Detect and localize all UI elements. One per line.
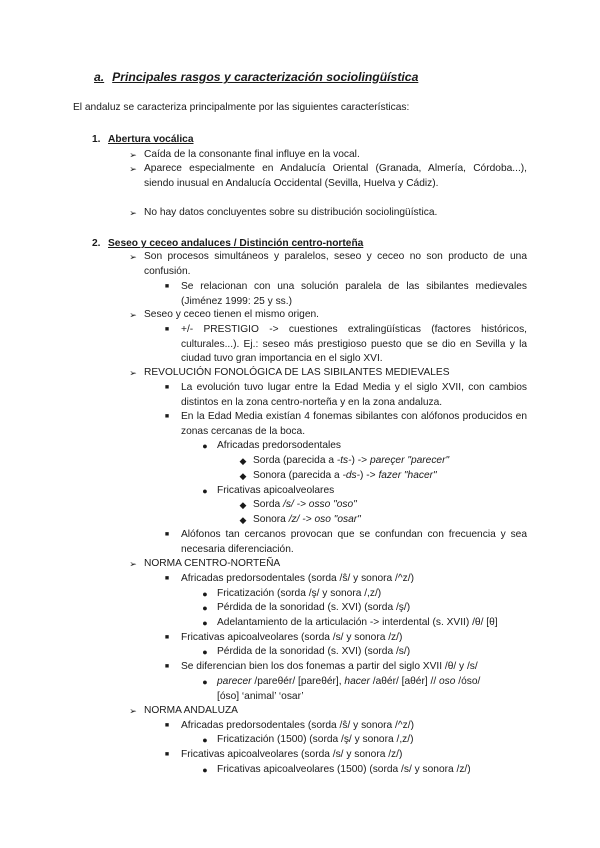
arrow-bullet-icon: ➢ bbox=[129, 368, 137, 378]
square-bullet-icon: ■ bbox=[164, 326, 170, 333]
square-bullet-icon: ■ bbox=[164, 413, 170, 420]
square-bullet-icon: ■ bbox=[164, 634, 170, 641]
square-bullet-icon: ■ bbox=[164, 751, 170, 758]
list-item: En la Edad Media existían 4 fonemas sibilantes con alófonos producidos en zonas cercanas de la boca. bbox=[181, 411, 527, 437]
list-item: Se relacionan con una solución paralela de las sibilantes medievales (Jiménez 1999: 25 y ss.) bbox=[181, 281, 527, 307]
dot-bullet-icon: ● bbox=[202, 441, 208, 451]
list-item: Pérdida de la sonoridad (s. XVI) (sorda /ş/) bbox=[217, 602, 411, 613]
text-run: -ts- bbox=[336, 455, 352, 466]
text-run: Sorda (parecida a bbox=[253, 455, 337, 466]
text-run: hacer bbox=[344, 676, 370, 687]
text-run: /aθér/ [aθér] // bbox=[369, 676, 439, 687]
arrow-bullet-icon: ➢ bbox=[129, 252, 137, 262]
list-item bbox=[253, 469, 437, 484]
diamond-bullet-icon: ◆ bbox=[239, 456, 247, 466]
arrow-bullet-icon: ➢ bbox=[129, 164, 137, 174]
heading-number: 1. bbox=[92, 134, 101, 145]
list-item: +/- PRESTIGIO -> cuestiones extralingüísticas (factores históricos, culturales...). Ej.: seseo más prestigioso puesto que se dio en Sevilla y la ciudad tuvo gran importancia en el siglo XVI. bbox=[181, 324, 527, 365]
text-run: pareçer "parecer" bbox=[369, 455, 450, 466]
dot-bullet-icon: ● bbox=[202, 647, 208, 657]
list-item: Aparece especialmente en Andalucía Oriental (Granada, Almería, Córdoba...), siendo inusual en Andalucía Occidental (Sevilla, Huelva y Cádiz). bbox=[144, 163, 527, 189]
arrow-bullet-icon: ➢ bbox=[129, 150, 137, 160]
text-run: oso bbox=[439, 676, 456, 687]
dot-bullet-icon: ● bbox=[202, 618, 208, 628]
list-item: Africadas predorsodentales (sorda /ŝ/ y sonora /^z/) bbox=[181, 573, 414, 584]
square-bullet-icon: ■ bbox=[164, 722, 170, 729]
diamond-bullet-icon: ◆ bbox=[239, 500, 247, 510]
text-run: Sonora (parecida a bbox=[253, 470, 343, 481]
list-item: Africadas predorsodentales bbox=[217, 440, 342, 451]
list-item: Se diferencian bien los dos fonemas a partir del siglo XVII /θ/ y /s/ bbox=[181, 661, 478, 672]
text-run: Sorda bbox=[253, 499, 284, 510]
list-item: Fricativas apicoalveolares (sorda /s/ y sonora /z/) bbox=[181, 632, 403, 643]
section-title bbox=[94, 70, 418, 85]
diamond-bullet-icon: ◆ bbox=[239, 471, 247, 481]
intro-paragraph: El andaluz se caracteriza principalmente por las siguientes características: bbox=[73, 102, 410, 113]
text-run: fazer "hacer" bbox=[378, 470, 437, 481]
list-item bbox=[253, 513, 361, 528]
text-run: ) -> bbox=[360, 470, 379, 481]
list-item: Fricativas apicoalveolares bbox=[217, 485, 335, 496]
list-item: No hay datos concluyentes sobre su distribución sociolingüística. bbox=[144, 207, 438, 218]
list-item: Africadas predorsodentales (sorda /ŝ/ y sonora /^z/) bbox=[181, 720, 414, 731]
list-item: NORMA CENTRO-NORTEÑA bbox=[144, 558, 281, 569]
dot-bullet-icon: ● bbox=[202, 765, 208, 775]
list-item: Caída de la consonante final influye en la vocal. bbox=[144, 149, 360, 160]
text-run: /z/ -> oso "osar" bbox=[288, 514, 361, 525]
square-bullet-icon: ■ bbox=[164, 283, 170, 290]
text-run: -ds- bbox=[342, 470, 361, 481]
list-item: NORMA ANDALUZA bbox=[144, 705, 238, 716]
section-title-number: a. bbox=[94, 70, 105, 84]
arrow-bullet-icon: ➢ bbox=[129, 310, 137, 320]
list-item: Seseo y ceceo tienen el mismo origen. bbox=[144, 309, 319, 320]
list-item: Fricatización (sorda /ş/ y sonora /,z/) bbox=[217, 588, 382, 599]
list-item: Adelantamiento de la articulación -> interdental (s. XVII) /θ/ [θ] bbox=[217, 617, 498, 628]
list-item: La evolución tuvo lugar entre la Edad Media y el siglo XVII, con cambios distintos en la zona centro-norteña y en la zona andaluza. bbox=[181, 382, 527, 408]
list-item: REVOLUCIÓN FONOLÓGICA DE LAS SIBILANTES MEDIEVALES bbox=[144, 367, 450, 378]
heading-number: 2. bbox=[92, 238, 101, 249]
text-run: /óso/ bbox=[455, 676, 481, 687]
text-run: /pareθér/ [pareθér], bbox=[251, 676, 345, 687]
list-item bbox=[253, 498, 357, 513]
text-run: [óso] ‘animal’ ‘osar’ bbox=[217, 690, 304, 702]
dot-bullet-icon: ● bbox=[202, 735, 208, 745]
list-item bbox=[253, 454, 449, 469]
list-item: Pérdida de la sonoridad (s. XVI) (sorda /s/) bbox=[217, 646, 411, 657]
square-bullet-icon: ■ bbox=[164, 575, 170, 582]
arrow-bullet-icon: ➢ bbox=[129, 208, 137, 218]
dot-bullet-icon: ● bbox=[202, 589, 208, 599]
text-run: /s/ -> osso "oso" bbox=[283, 499, 357, 510]
list-item: Son procesos simultáneos y paralelos, seseo y ceceo no son producto de una confusión. bbox=[144, 251, 527, 277]
list-item: Alófonos tan cercanos provocan que se confundan con frecuencia y sea necesaria diferenciación. bbox=[181, 529, 527, 555]
square-bullet-icon: ■ bbox=[164, 663, 170, 670]
square-bullet-icon: ■ bbox=[164, 384, 170, 391]
heading-text: Seseo y ceceo andaluces / Distinción centro-norteña bbox=[108, 238, 364, 249]
arrow-bullet-icon: ➢ bbox=[129, 706, 137, 716]
dot-bullet-icon: ● bbox=[202, 677, 208, 687]
list-item: Fricativas apicoalveolares (sorda /s/ y sonora /z/) bbox=[181, 749, 403, 760]
text-run: Sonora bbox=[253, 514, 289, 525]
arrow-bullet-icon: ➢ bbox=[129, 559, 137, 569]
list-item bbox=[217, 675, 529, 704]
dot-bullet-icon: ● bbox=[202, 603, 208, 613]
heading-text: Abertura vocálica bbox=[108, 134, 194, 145]
square-bullet-icon: ■ bbox=[164, 531, 170, 538]
heading-abertura-vocalica bbox=[92, 133, 194, 148]
list-item: Fricativas apicoalveolares (1500) (sorda /s/ y sonora /z/) bbox=[217, 764, 471, 775]
text-run: parecer bbox=[217, 676, 252, 687]
list-item: Fricatización (1500) (sorda /ş/ y sonora /,z/) bbox=[217, 734, 414, 745]
section-title-text: Principales rasgos y caracterización sociolingüística bbox=[112, 70, 419, 84]
diamond-bullet-icon: ◆ bbox=[239, 515, 247, 525]
dot-bullet-icon: ● bbox=[202, 486, 208, 496]
text-run: ) -> bbox=[351, 455, 370, 466]
